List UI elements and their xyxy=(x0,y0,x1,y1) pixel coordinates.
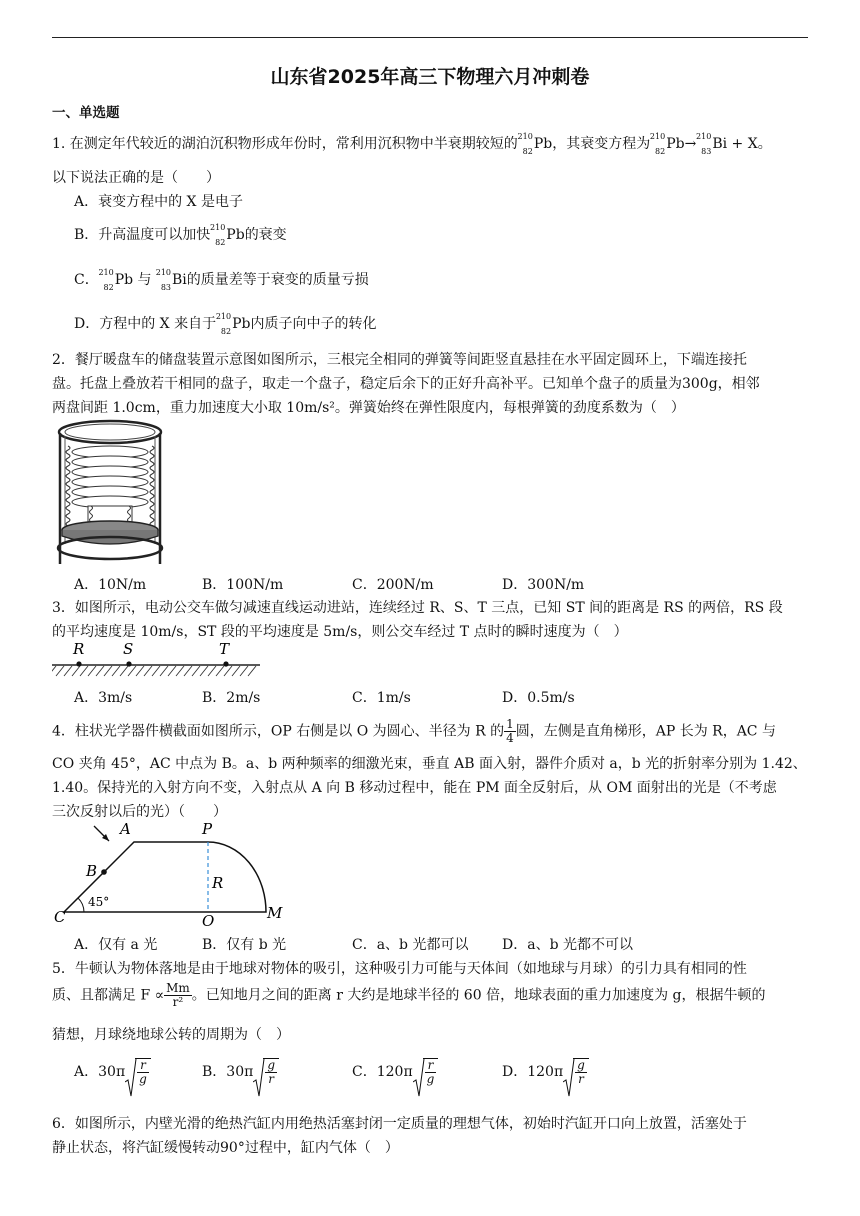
q2-option-c[interactable]: C．200N/m xyxy=(352,577,434,593)
q2-line2: 盘。托盘上叠放若干相同的盘子，取走一个盘子，稳定后余下的正好升高补平。已知单个盘子的质量为300g，相邻 xyxy=(52,376,760,392)
label-s: S xyxy=(123,640,134,658)
q3-option-b[interactable]: B．2m/s xyxy=(202,690,261,706)
q2-line3: 两盘间距 1.0cm，重力加速度大小取 10m/s²。弹簧始终在弹性限度内，每根弹簧的劲度系数为（ ） xyxy=(52,400,685,416)
q4-line4: 三次反射以后的光）（ ） xyxy=(52,804,227,820)
header-rule xyxy=(52,37,808,38)
point-r xyxy=(76,661,81,666)
label-o: O xyxy=(202,912,215,928)
q3-line2: 的平均速度是 10m/s，ST 段的平均速度是 5m/s，则公交车经过 T 点时的瞬时速度为（ ） xyxy=(52,624,628,640)
q4-line2: CO 夹角 45°，AC 中点为 B。a、b 两种频率的细激光束，垂直 AB 面入射，器件介质对 a，b 光的折射率分别为 1.42、 xyxy=(52,756,807,772)
label-angle: 45° xyxy=(88,895,110,909)
label-r-radius: R xyxy=(212,874,224,892)
q5-option-b[interactable]: B．30π $\frac{g}{r}$ xyxy=(202,1058,279,1086)
page-title: 山东省2025年高三下物理六月冲刺卷 xyxy=(270,66,590,88)
q4-line1: 4．柱状光学器件横截面如图所示，OP 右侧是以 O 为圆心、半径为 R 的 $\frac{1}{4}$ 圆，左侧是直角梯形，AP 长为 R，AC 与 xyxy=(52,717,776,745)
q1-option-d[interactable]: D．方程中的 X 来自于 210 82 Pb内质子向中子的转化 xyxy=(74,312,377,336)
q1-line2: 以下说法正确的是（ ） xyxy=(52,170,220,186)
q4-option-c[interactable]: C．a、b 光都可以 xyxy=(352,937,469,953)
q4-option-b[interactable]: B．仅有 b 光 xyxy=(202,937,287,953)
q5-option-c[interactable]: C．120π $\frac{r}{g}$ xyxy=(352,1058,438,1086)
q4-option-d[interactable]: D．a、b 光都不可以 xyxy=(502,937,633,953)
q4-option-a[interactable]: A．仅有 a 光 xyxy=(74,937,158,953)
q1-option-b[interactable]: B．升高温度可以加快 210 82 Pb的衰变 xyxy=(74,223,287,247)
q3-option-c[interactable]: C．1m/s xyxy=(352,690,411,706)
label-a: A xyxy=(120,820,131,838)
q1-option-a[interactable]: A．衰变方程中的 X 是电子 xyxy=(74,194,243,210)
q3-option-d[interactable]: D．0.5m/s xyxy=(502,690,575,706)
q1-option-c[interactable]: C． 210 82 Pb 与 210 83 Bi的质量差等于衰变的质量亏损 xyxy=(74,268,369,292)
point-s xyxy=(126,661,131,666)
point-b xyxy=(101,869,107,875)
q6-line2: 静止状态，将汽缸缓慢转动90°过程中，缸内气体（ ） xyxy=(52,1140,399,1156)
label-r: R xyxy=(73,640,85,658)
q6-line1: 6．如图所示，内壁光滑的绝热汽缸内用绝热活塞封闭一定质量的理想气体，初始时汽缸开口向上放置，活塞处于 xyxy=(52,1116,747,1132)
q2-option-a[interactable]: A．10N/m xyxy=(74,577,147,593)
q5-option-d[interactable]: D．120π $\frac{g}{r}$ xyxy=(502,1058,589,1086)
q1-line1: 1. 在测定年代较近的湖泊沉积物形成年份时，常利用沉积物中半衰期较短的 210 82 Pb，其衰变方程为 210 82 Pb→ 210 83 Bi + X。 xyxy=(52,132,772,156)
label-p: P xyxy=(202,820,213,838)
q5-line3: 猜想，月球绕地球公转的周期为（ ） xyxy=(52,1027,290,1043)
optical-device-figure xyxy=(52,820,292,928)
q2-option-d[interactable]: D．300N/m xyxy=(502,577,585,593)
label-m: M xyxy=(267,904,283,922)
q4-line3: 1.40。保持光的入射方向不变，入射点从 A 向 B 移动过程中，能在 PM 面全反射后，从 OM 面射出的光是（不考虑 xyxy=(52,780,777,796)
q5-line2: 质、且都满足 F ∝ $\frac{Mm}{\text{r²}}$ 。已知地月之间的距离 r 大约是地球半径的 60 倍，地球表面的重力加速度为 g，根据牛顿的 xyxy=(52,981,766,1009)
q5-line1: 5．牛顿认为物体落地是由于地球对物体的吸引，这种吸引力可能与天体间（如地球与月球）的引力具有相同的性 xyxy=(52,961,747,977)
plate-warmer-figure xyxy=(54,418,166,566)
q5-option-a[interactable]: A．30π $\frac{r}{g}$ xyxy=(74,1058,151,1086)
point-t xyxy=(223,661,228,666)
q2-line1: 2．餐厅暖盘车的储盘装置示意图如图所示，三根完全相同的弹簧等间距竖直悬挂在水平固定圆环上，下端连接托 xyxy=(52,352,747,368)
q3-line1: 3．如图所示，电动公交车做匀减速直线运动进站，连续经过 R、S、T 三点，已知 ST 间的距离是 RS 的两倍，RS 段 xyxy=(52,600,783,616)
q3-option-a[interactable]: A．3m/s xyxy=(74,690,133,706)
road-rst-figure xyxy=(52,638,264,680)
label-t: T xyxy=(219,640,230,658)
label-c: C xyxy=(54,908,66,926)
section-heading: 一、单选题 xyxy=(52,105,120,121)
q2-option-b[interactable]: B．100N/m xyxy=(202,577,284,593)
label-b: B xyxy=(86,862,98,880)
